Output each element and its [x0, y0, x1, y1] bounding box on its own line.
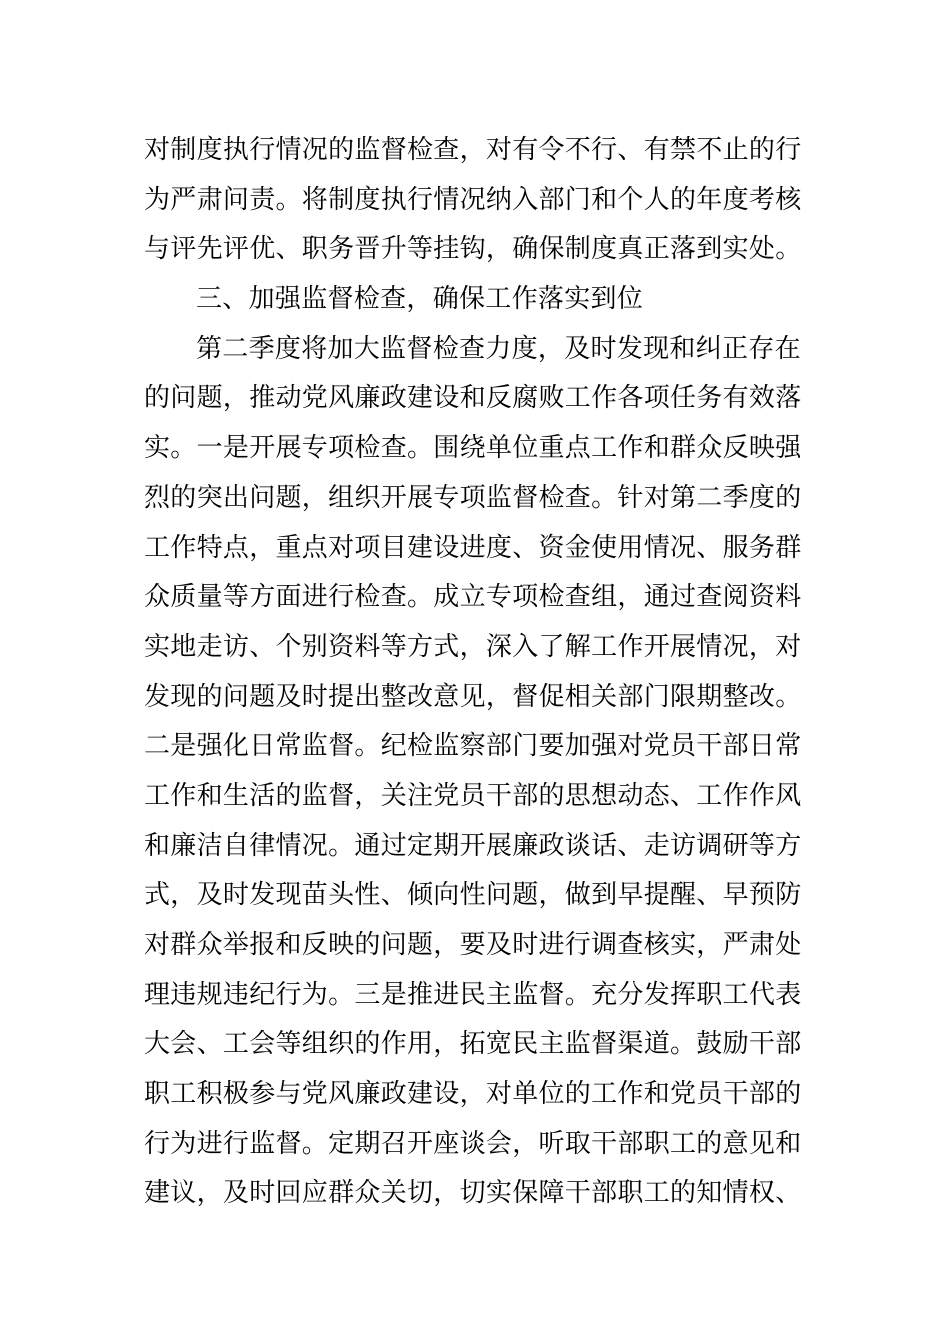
text-line: 职工积极参与党风廉政建设，对单位的工作和党员干部的: [144, 1079, 802, 1110]
text-line: 建议，及时回应群众关切，切实保障干部职工的知情权、: [144, 1178, 802, 1209]
text-line: 对群众举报和反映的问题，要及时进行调查核实，严肃处: [144, 930, 802, 960]
text-line: 众质量等方面进行检查。成立专项检查组，通过查阅资料: [144, 582, 802, 613]
text-line: 二是强化日常监督。纪检监察部门要加强对党员干部日常: [144, 731, 802, 762]
text-line: 实。一是开展专项检查。围绕单位重点工作和群众反映强: [144, 433, 802, 464]
text-line: 发现的问题及时提出整改意见，督促相关部门限期整改。: [144, 681, 802, 712]
text-line: 工作和生活的监督，关注党员干部的思想动态、工作作风: [144, 780, 802, 811]
text-line: 为严肃问责。将制度执行情况纳入部门和个人的年度考核: [144, 184, 802, 215]
paragraph-start-line: 三、加强监督检查，确保工作落实到位: [196, 284, 644, 315]
paragraph-start-line: 第二季度将加大监督检查力度，及时发现和纠正存在: [196, 333, 801, 364]
text-line: 的问题，推动党风廉政建设和反腐败工作各项任务有效落: [144, 383, 802, 414]
text-line: 大会、工会等组织的作用，拓宽民主监督渠道。鼓励干部: [144, 1029, 802, 1060]
text-line: 理违规违纪行为。三是推进民主监督。充分发挥职工代表: [144, 979, 802, 1010]
text-line: 工作特点，重点对项目建设进度、资金使用情况、服务群: [144, 532, 802, 563]
text-line: 与评先评优、职务晋升等挂钩，确保制度真正落到实处。: [144, 234, 802, 265]
document-body: [144, 126, 814, 1219]
text-line: 烈的突出问题，组织开展专项监督检查。针对第二季度的: [144, 482, 802, 513]
text-line: 实地走访、个别资料等方式，深入了解工作开展情况，对: [144, 631, 802, 662]
text-line: 式，及时发现苗头性、倾向性问题，做到早提醒、早预防: [144, 880, 802, 911]
text-line: 行为进行监督。定期召开座谈会，听取干部职工的意见和: [144, 1128, 802, 1159]
text-line: 对制度执行情况的监督检查，对有令不行、有禁不止的行: [144, 135, 802, 165]
text-line: 和廉洁自律情况。通过定期开展廉政谈话、走访调研等方: [144, 830, 802, 861]
